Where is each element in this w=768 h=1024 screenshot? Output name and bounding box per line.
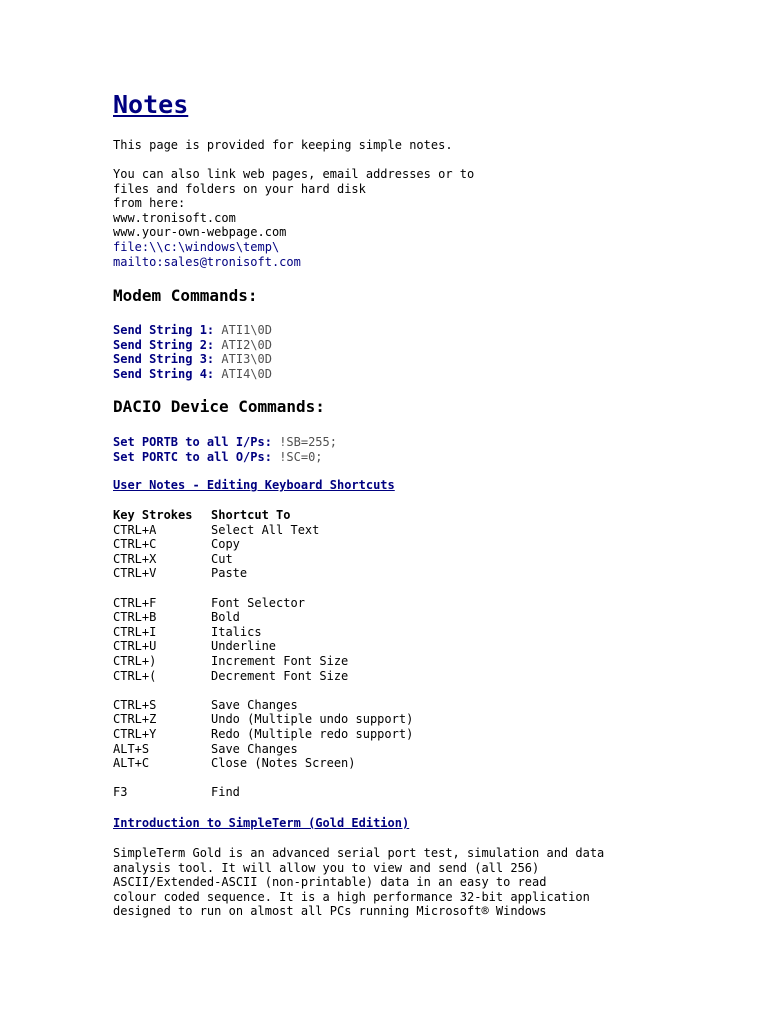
shortcut-desc: Underline	[211, 639, 277, 654]
shortcut-key: CTRL+S	[113, 697, 157, 712]
modem-command-value: ATI1\0D	[221, 323, 272, 337]
intro-paragraph-line: SimpleTerm Gold is an advanced serial port test, simulation and data	[113, 846, 605, 860]
intro-paragraph	[113, 846, 604, 919]
shortcut-row	[113, 552, 413, 567]
dacio-command-label: Set PORTB to all I/Ps:	[113, 435, 272, 449]
shortcut-key: CTRL+C	[113, 537, 157, 552]
link-own-webpage[interactable]: www.your-own-webpage.com	[113, 225, 287, 240]
shortcut-desc: Increment Font Size	[211, 653, 349, 668]
modem-command-row	[113, 352, 272, 367]
spacer	[113, 581, 413, 596]
modem-command-label: Send String 2:	[113, 337, 215, 352]
shortcut-desc: Paste	[211, 566, 248, 581]
shortcut-desc: Save Changes	[211, 697, 298, 712]
shortcut-row	[113, 625, 413, 640]
shortcut-row	[113, 639, 413, 654]
shortcuts-header-key: Key Strokes	[113, 508, 193, 522]
link-mailto-sales[interactable]: mailto:sales@tronisoft.com	[113, 254, 301, 269]
modem-command-row	[113, 367, 272, 382]
shortcuts-table	[113, 508, 413, 800]
shortcut-key: CTRL+V	[113, 566, 157, 581]
page-title: Notes	[113, 90, 189, 119]
dacio-command-row	[113, 435, 337, 450]
shortcut-row	[113, 523, 413, 538]
shortcut-row	[113, 698, 413, 713]
shortcut-desc: Find	[211, 785, 240, 800]
shortcut-desc: Select All Text	[211, 522, 320, 537]
shortcut-key: ALT+C	[113, 756, 150, 771]
shortcut-row	[113, 654, 413, 669]
shortcut-desc: Copy	[211, 537, 240, 552]
intro-paragraph-line: analysis tool. It will allow you to view and send (all 256)	[113, 860, 540, 875]
shortcut-key: F3	[113, 785, 128, 800]
modem-command-label: Send String 4:	[113, 366, 215, 381]
shortcut-key: CTRL+A	[113, 522, 157, 537]
modem-command-row	[113, 323, 272, 338]
modem-command-label: Send String 3:	[113, 352, 215, 367]
shortcuts-section-link[interactable]: User Notes - Editing Keyboard Shortcuts	[113, 478, 395, 492]
intro-paragraph-line: designed to run on almost all PCs running Microsoft® Windows	[113, 904, 547, 919]
shortcuts-header-desc: Shortcut To	[211, 508, 291, 522]
dacio-command-label: Set PORTC to all O/Ps:	[113, 449, 272, 464]
dacio-commands	[113, 435, 337, 464]
shortcut-row	[113, 742, 413, 757]
modem-commands	[113, 323, 272, 381]
intro-text	[113, 138, 453, 153]
shortcut-desc: Save Changes	[211, 741, 298, 756]
shortcut-desc: Decrement Font Size	[211, 668, 349, 683]
shortcut-key: CTRL+I	[113, 624, 157, 639]
dacio-command-value: !SB=255;	[279, 435, 337, 449]
intro-section-link[interactable]: Introduction to SimpleTerm (Gold Edition)	[113, 816, 410, 830]
links-intro-line-3: from here:	[113, 196, 186, 211]
shortcut-row	[113, 669, 413, 684]
shortcut-desc: Bold	[211, 610, 240, 625]
intro-paragraph-line: colour coded sequence. It is a high performance 32-bit application	[113, 889, 590, 904]
shortcut-key: CTRL+U	[113, 639, 157, 654]
link-file-temp[interactable]: file:\\c:\windows\temp\	[113, 239, 280, 254]
shortcuts-header-row	[113, 508, 413, 523]
shortcut-row	[113, 610, 413, 625]
shortcut-key: CTRL+Z	[113, 712, 157, 727]
modem-heading: Modem Commands:	[113, 286, 258, 305]
shortcut-desc: Cut	[211, 551, 233, 566]
links-block	[113, 167, 474, 269]
shortcut-key: CTRL+B	[113, 610, 157, 625]
shortcut-desc: Italics	[211, 624, 262, 639]
shortcut-row	[113, 727, 413, 742]
link-tronisoft[interactable]: www.tronisoft.com	[113, 210, 236, 225]
intro-paragraph-line: ASCII/Extended-ASCII (non-printable) data in an easy to read	[113, 875, 547, 890]
shortcut-key: ALT+S	[113, 741, 150, 756]
shortcut-key: CTRL+)	[113, 653, 157, 668]
shortcut-key: CTRL+X	[113, 551, 157, 566]
spacer	[113, 771, 413, 786]
spacer	[113, 683, 413, 698]
shortcut-key: CTRL+F	[113, 595, 157, 610]
shortcut-key: CTRL+Y	[113, 726, 157, 741]
shortcut-desc: Font Selector	[211, 595, 305, 610]
shortcut-key: CTRL+(	[113, 668, 157, 683]
modem-command-value: ATI3\0D	[221, 352, 272, 367]
dacio-heading: DACIO Device Commands:	[113, 397, 325, 416]
shortcut-row	[113, 785, 413, 800]
links-intro-line-2: files and folders on your hard disk	[113, 181, 366, 196]
shortcut-row	[113, 756, 413, 771]
shortcut-row	[113, 537, 413, 552]
shortcut-desc: Undo (Multiple undo support)	[211, 712, 414, 727]
shortcut-row	[113, 596, 413, 611]
modem-command-label: Send String 1:	[113, 323, 215, 337]
modem-command-value: ATI4\0D	[221, 366, 272, 381]
modem-command-row	[113, 338, 272, 353]
shortcut-row	[113, 712, 413, 727]
shortcut-row	[113, 566, 413, 581]
links-intro-line-1: You can also link web pages, email addresses or to	[113, 167, 475, 181]
shortcut-desc: Close (Notes Screen)	[211, 756, 356, 771]
intro-line: This page is provided for keeping simple notes.	[113, 138, 453, 152]
dacio-command-value: !SC=0;	[279, 449, 323, 464]
dacio-command-row	[113, 450, 337, 465]
modem-command-value: ATI2\0D	[221, 337, 272, 352]
shortcut-desc: Redo (Multiple redo support)	[211, 726, 414, 741]
